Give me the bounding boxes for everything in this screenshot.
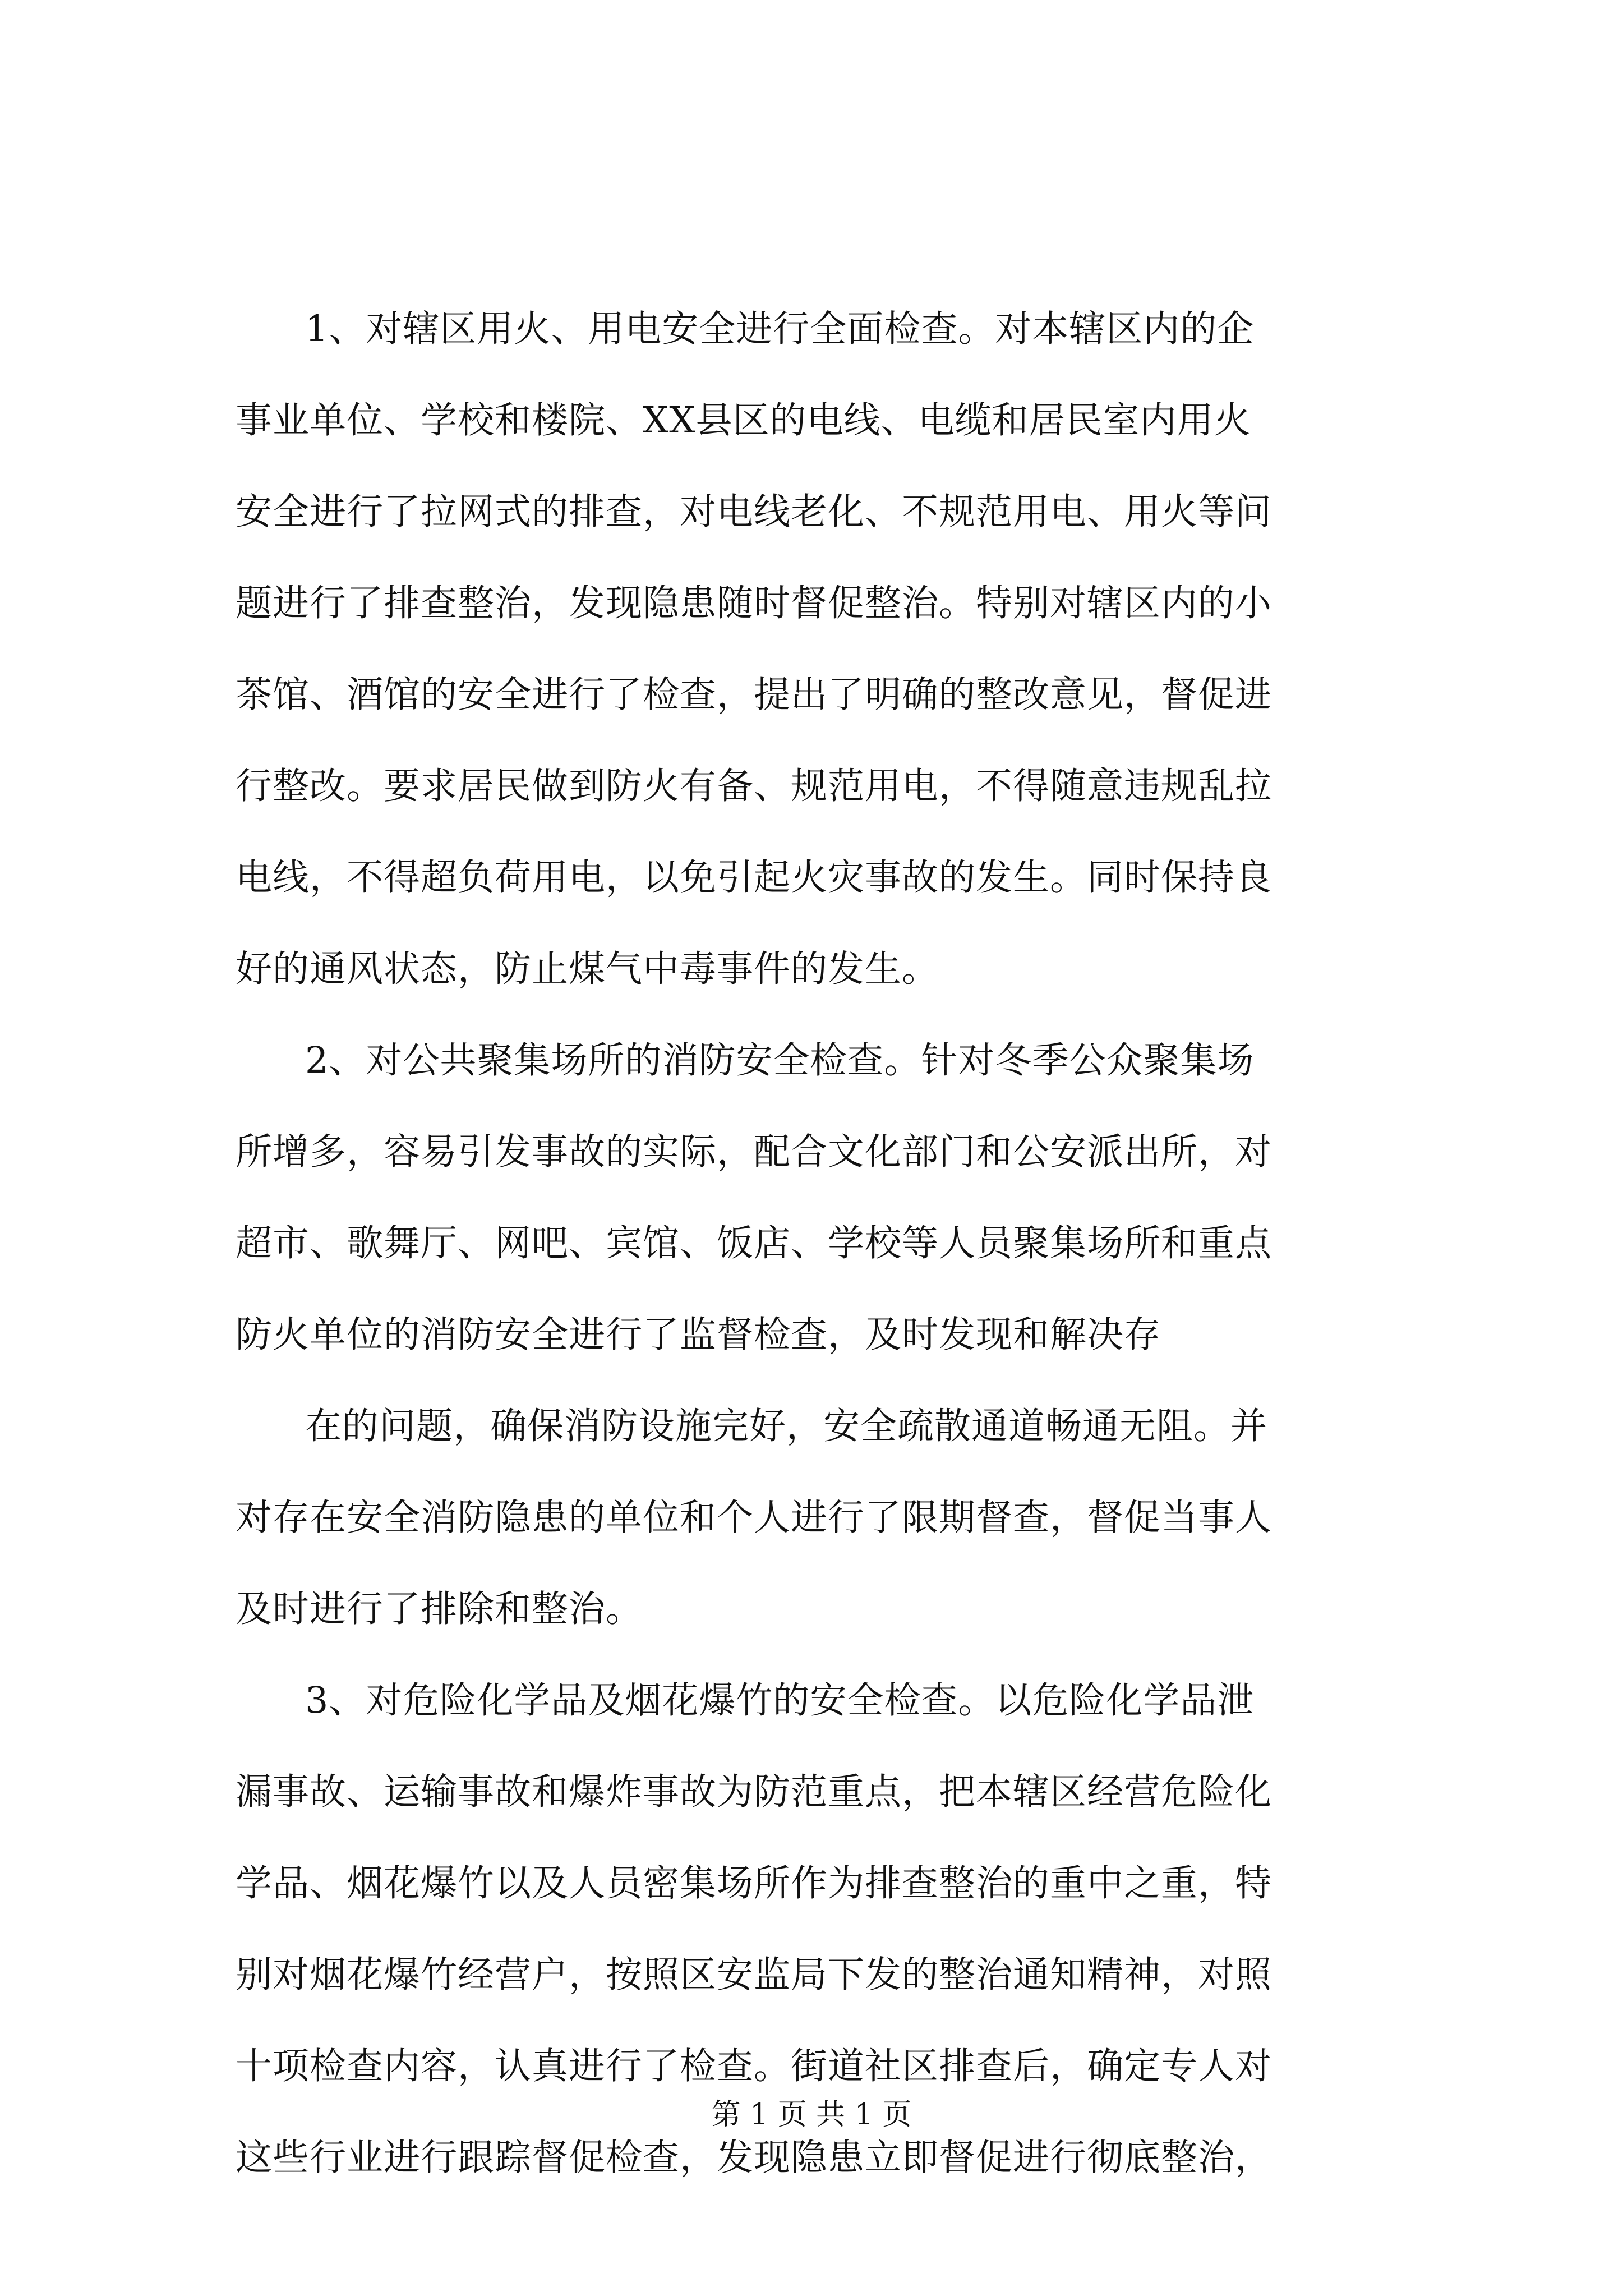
page-number-footer: 第 1 页 共 1 页 (711, 2098, 912, 2132)
document-body (236, 283, 1419, 2203)
text-line: 这些行业进行跟踪督促检查，发现隐患立即督促进行彻底整治， (236, 2137, 1272, 2179)
text-line: 在的问题，确保消防设施完好，安全疏散通道畅通无阻。并 (305, 1405, 1268, 1447)
text-line: 学品、烟花爆竹以及人员密集场所作为排查整治的重中之重，特 (236, 1862, 1272, 1904)
text-line: 2、对公共聚集场所的消防安全检查。针对冬季公众聚集场 (305, 1039, 1255, 1082)
text-line: 行整改。要求居民做到防火有备、规范用电，不得随意违规乱拉 (236, 765, 1272, 807)
text-line: 及时进行了排除和整治。 (236, 1588, 643, 1630)
text-line: 电线，不得超负荷用电，以免引起火灾事故的发生。同时保持良 (236, 857, 1272, 899)
paragraph-2 (236, 1015, 1419, 1381)
text-line: 3、对危险化学品及烟花爆竹的安全检查。以危险化学品泄 (305, 1680, 1255, 1722)
text-line: 好的通风状态，防止煤气中毒事件的发生。 (236, 948, 939, 990)
paragraph-3 (236, 1381, 1419, 1655)
text-line: 安全进行了拉网式的排查，对电线老化、不规范用电、用火等问 (236, 491, 1272, 533)
text-line: 茶馆、酒馆的安全进行了检查，提出了明确的整改意见，督促进 (236, 674, 1272, 716)
text-line: 防火单位的消防安全进行了监督检查，及时发现和解决存 (236, 1314, 1161, 1356)
text-line: 题进行了排查整治，发现隐患随时督促整治。特别对辖区内的小 (236, 582, 1272, 624)
text-line: 别对烟花爆竹经营户，按照区安监局下发的整治通知精神，对照 (236, 1954, 1272, 1996)
text-line: 1、对辖区用火、用电安全进行全面检查。对本辖区内的企 (305, 308, 1255, 350)
text-line: 超市、歌舞厅、网吧、宾馆、饭店、学校等人员聚集场所和重点 (236, 1222, 1272, 1264)
text-line: 事业单位、学校和楼院、XX县区的电线、电缆和居民室内用火 (236, 399, 1251, 441)
text-line: 对存在安全消防隐患的单位和个人进行了限期督查，督促当事人 (236, 1497, 1272, 1539)
text-line: 漏事故、运输事故和爆炸事故为防范重点，把本辖区经营危险化 (236, 1771, 1272, 1813)
paragraph-1 (236, 283, 1419, 1015)
text-line: 所增多，容易引发事故的实际，配合文化部门和公安派出所，对 (236, 1131, 1272, 1173)
text-line: 十项检查内容，认真进行了检查。街道社区排查后，确定专人对 (236, 2045, 1272, 2087)
